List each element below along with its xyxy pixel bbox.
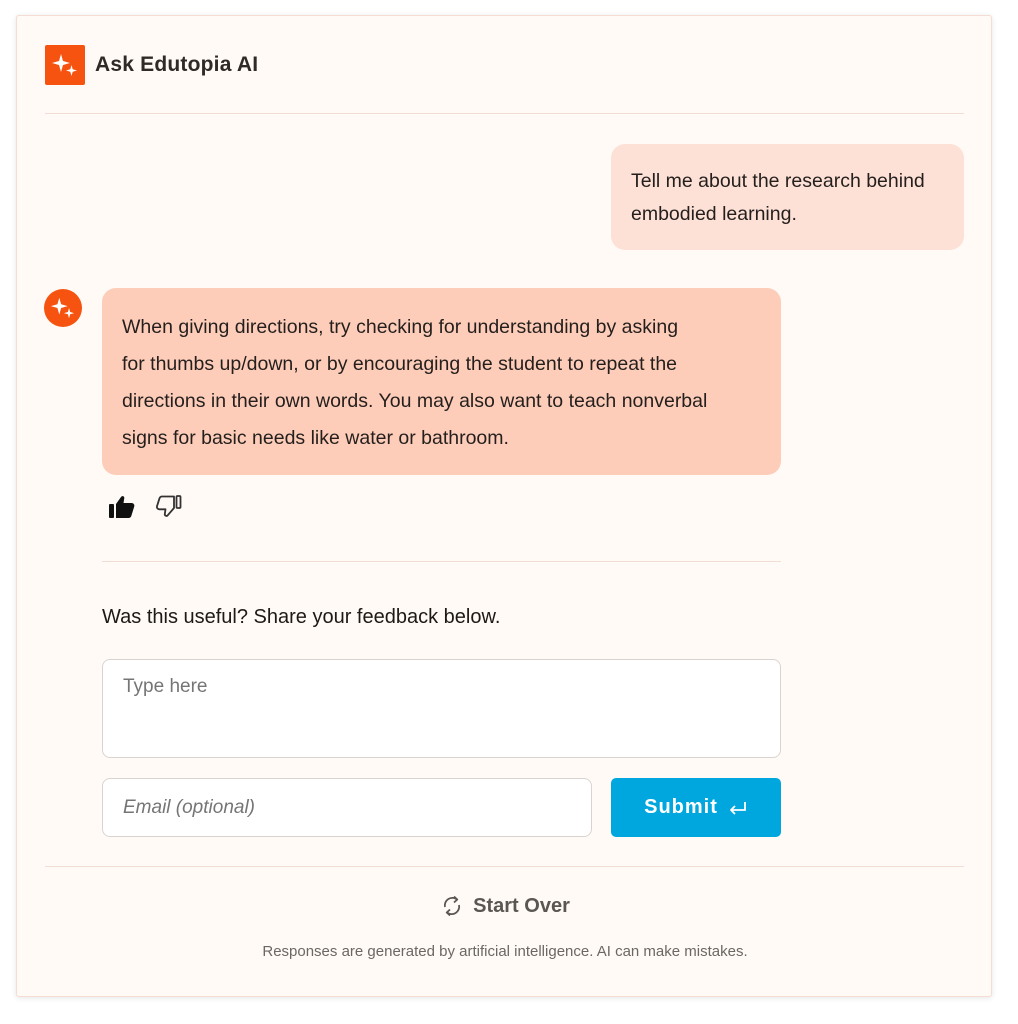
email-field[interactable]	[102, 778, 592, 837]
bot-message	[102, 288, 781, 475]
thumbs-up-button[interactable]	[107, 492, 137, 522]
bot-message-line: for thumbs up/down, or by encouraging the student to repeat the	[122, 353, 678, 375]
feedback-prompt: Was this useful? Share your feedback below.	[102, 606, 501, 628]
thumbs-up-icon	[108, 494, 136, 520]
chat-panel	[16, 15, 992, 997]
thumbs-down-icon	[155, 494, 183, 520]
user-message-line: embodied learning.	[631, 203, 797, 225]
ai-disclaimer: Responses are generated by artificial intelligence. AI can make mistakes.	[262, 943, 748, 960]
feedback-textarea[interactable]	[102, 659, 781, 758]
user-message-line: Tell me about the research behind	[631, 170, 925, 192]
submit-button[interactable]	[611, 778, 781, 837]
chat-header	[45, 45, 258, 85]
submit-label: Submit	[644, 796, 718, 818]
feedback-divider	[102, 561, 781, 562]
bot-message-line: directions in their own words. You may also want to teach nonverbal	[122, 390, 708, 412]
start-over-label: Start Over	[473, 894, 570, 917]
footer-divider	[45, 866, 964, 867]
refresh-icon	[440, 894, 464, 918]
app-title: Ask Edutopia AI	[95, 53, 259, 76]
bot-message-line: When giving directions, try checking for understanding by asking	[122, 316, 679, 338]
start-over-row	[17, 894, 993, 918]
sparkle-icon	[44, 289, 82, 327]
enter-icon	[728, 800, 748, 816]
bot-message-line: signs for basic needs like water or bathroom.	[122, 427, 509, 449]
user-message	[611, 144, 964, 250]
sparkle-icon	[45, 45, 85, 85]
header-divider	[45, 113, 964, 114]
start-over-button[interactable]	[440, 894, 570, 918]
thumbs-down-button[interactable]	[154, 492, 184, 522]
message-reactions	[107, 492, 184, 522]
